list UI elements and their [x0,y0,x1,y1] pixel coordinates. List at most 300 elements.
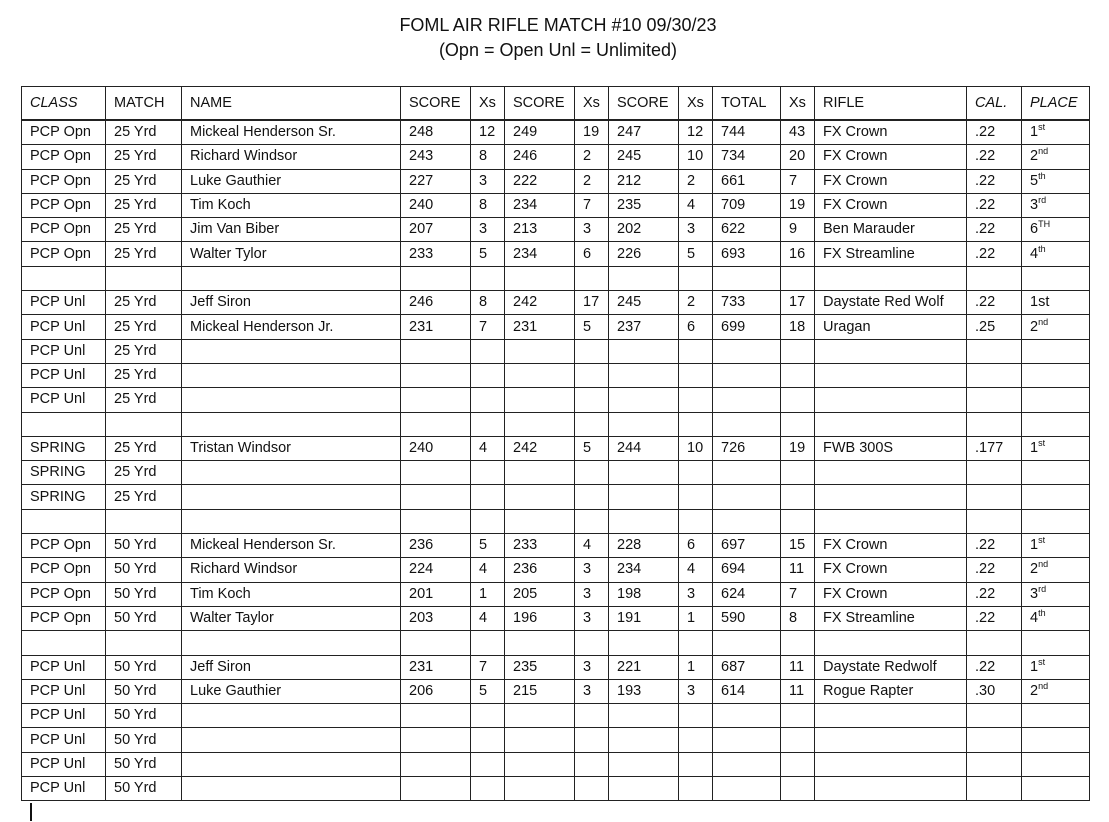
table-cell [182,412,401,436]
table-cell [609,728,679,752]
table-cell: PCP Unl [22,777,106,801]
table-row [22,412,1090,436]
table-cell [505,412,575,436]
table-cell: .22 [967,242,1022,266]
table-cell: Uragan [815,315,967,339]
table-cell: Richard Windsor [182,558,401,582]
table-cell [713,266,781,290]
table-row [22,728,1090,752]
table-cell: 50 Yrd [106,679,182,703]
table-cell: Rogue Rapter [815,679,967,703]
place-cell [1022,242,1090,266]
table-cell: 25 Yrd [106,315,182,339]
table-cell: 247 [609,120,679,145]
table-cell: 25 Yrd [106,461,182,485]
table-cell: 10 [679,436,713,460]
table-row [22,752,1090,776]
place-suffix: st [1038,438,1046,448]
table-cell [609,631,679,655]
table-cell [575,777,609,801]
table-cell: Daystate Red Wolf [815,291,967,315]
table-cell: 50 Yrd [106,655,182,679]
table-cell [609,752,679,776]
table-cell: Tim Koch [182,193,401,217]
table-cell [679,388,713,412]
place-suffix: st [1038,535,1046,546]
table-cell: 5 [471,534,505,558]
table-cell [471,412,505,436]
table-row [22,485,1090,509]
table-cell: 215 [505,679,575,703]
table-cell: Jeff Siron [182,291,401,315]
table-cell [781,509,815,533]
table-cell [575,704,609,728]
place-suffix: th [1038,243,1046,254]
table-cell [471,777,505,801]
table-cell: 3 [575,558,609,582]
table-cell: 221 [609,655,679,679]
place-cell [1022,534,1090,558]
table-cell [401,752,471,776]
table-cell: SPRING [22,461,106,485]
table-cell: 9 [781,218,815,242]
table-cell: 733 [713,291,781,315]
table-cell: 744 [713,120,781,145]
table-cell: .22 [967,606,1022,630]
place-cell [1022,145,1090,169]
place-suffix: nd [1038,316,1049,327]
table-cell: 50 Yrd [106,582,182,606]
table-cell: 5 [575,436,609,460]
table-row [22,461,1090,485]
table-cell [679,509,713,533]
table-cell: 7 [471,655,505,679]
table-cell: 18 [781,315,815,339]
table-cell: .22 [967,291,1022,315]
place-suffix: st [1038,656,1046,667]
table-cell [401,388,471,412]
table-cell: 709 [713,193,781,217]
table-cell: Tim Koch [182,582,401,606]
table-cell: SPRING [22,485,106,509]
place-cell [1022,315,1090,339]
table-cell: 196 [505,606,575,630]
table-cell [106,412,182,436]
place-suffix: nd [1038,559,1049,570]
place-number: 2 [1030,318,1039,335]
place-suffix: rd [1038,583,1047,594]
table-cell: .25 [967,315,1022,339]
table-cell: 3 [679,679,713,703]
table-cell: 191 [609,606,679,630]
table-cell [471,728,505,752]
table-cell: PCP Unl [22,315,106,339]
table-cell: PCP Opn [22,218,106,242]
table-cell: 50 Yrd [106,704,182,728]
place-suffix: th [1038,170,1046,181]
table-cell: 234 [505,193,575,217]
table-cell: 3 [471,218,505,242]
table-cell: FX Crown [815,169,967,193]
table-cell [781,777,815,801]
table-cell: 3 [575,655,609,679]
table-cell [967,339,1022,363]
table-cell: 236 [505,558,575,582]
place-cell [1022,266,1090,290]
table-cell: 2 [679,169,713,193]
table-cell: 50 Yrd [106,606,182,630]
table-cell: Jeff Siron [182,655,401,679]
table-cell: 25 Yrd [106,485,182,509]
table-cell [505,485,575,509]
table-cell [713,412,781,436]
table-cell: 1 [679,655,713,679]
table-cell: .30 [967,679,1022,703]
table-cell: 244 [609,436,679,460]
table-cell [22,509,106,533]
table-cell: PCP Unl [22,752,106,776]
table-cell: .22 [967,534,1022,558]
table-cell: Mickeal Henderson Sr. [182,120,401,145]
table-cell: .22 [967,120,1022,145]
table-cell: 697 [713,534,781,558]
table-cell: 622 [713,218,781,242]
table-cell: 6 [575,242,609,266]
table-cell [713,388,781,412]
table-cell: 4 [471,436,505,460]
table-cell [781,266,815,290]
table-cell: 11 [781,679,815,703]
table-row [22,655,1090,679]
table-cell: 2 [575,145,609,169]
table-cell: Luke Gauthier [182,679,401,703]
table-cell: 50 Yrd [106,534,182,558]
table-cell: 50 Yrd [106,752,182,776]
col-header: PLACE [1022,87,1090,121]
table-cell: FX Streamline [815,606,967,630]
table-cell [713,752,781,776]
table-cell [967,485,1022,509]
table-cell: 212 [609,169,679,193]
place-number: 1 [1030,124,1039,141]
table-cell [182,631,401,655]
table-cell: 19 [575,120,609,145]
table-cell: 590 [713,606,781,630]
place-cell [1022,777,1090,801]
table-cell [575,631,609,655]
table-cell: 25 Yrd [106,436,182,460]
table-cell [967,631,1022,655]
table-cell: PCP Unl [22,679,106,703]
table-cell: .177 [967,436,1022,460]
table-cell [609,777,679,801]
place-cell [1022,193,1090,217]
table-cell [967,704,1022,728]
table-row [22,534,1090,558]
place-cell [1022,631,1090,655]
place-suffix: TH [1038,219,1051,230]
table-cell: 614 [713,679,781,703]
col-header: CAL. [967,87,1022,121]
table-cell: 4 [575,534,609,558]
table-cell: 246 [401,291,471,315]
place-number: 6 [1030,221,1039,238]
table-cell [401,339,471,363]
col-header: CLASS [22,87,106,121]
table-cell: FX Crown [815,120,967,145]
table-cell [471,485,505,509]
table-cell [815,631,967,655]
table-cell [713,461,781,485]
table-cell [609,339,679,363]
table-cell [815,777,967,801]
place-cell [1022,218,1090,242]
table-cell [401,461,471,485]
table-cell: 2 [679,291,713,315]
table-cell: 201 [401,582,471,606]
table-cell: 694 [713,558,781,582]
table-cell: .22 [967,655,1022,679]
table-row [22,266,1090,290]
table-cell [713,631,781,655]
table-cell: 3 [575,679,609,703]
place-cell [1022,339,1090,363]
table-cell [471,704,505,728]
table-cell: FX Crown [815,193,967,217]
table-cell [781,752,815,776]
place-cell [1022,388,1090,412]
place-number: 1st [1030,294,1050,311]
table-cell: .22 [967,582,1022,606]
table-cell: 3 [679,218,713,242]
table-cell [22,631,106,655]
table-cell: 10 [679,145,713,169]
table-cell: 11 [781,558,815,582]
table-cell: 25 Yrd [106,218,182,242]
table-cell: 4 [471,558,505,582]
table-cell: 242 [505,436,575,460]
table-cell [815,509,967,533]
table-cell [505,266,575,290]
table-cell [967,777,1022,801]
table-row [22,291,1090,315]
table-cell: PCP Unl [22,363,106,387]
table-row [22,777,1090,801]
table-cell [471,266,505,290]
place-suffix: nd [1038,146,1049,157]
table-cell [713,509,781,533]
table-cell: 222 [505,169,575,193]
col-header: Xs [471,87,505,121]
place-cell [1022,752,1090,776]
table-cell: 4 [679,558,713,582]
table-cell: Tristan Windsor [182,436,401,460]
table-cell: 235 [505,655,575,679]
table-cell: 245 [609,291,679,315]
table-row [22,631,1090,655]
table-cell [106,266,182,290]
table-cell: FX Crown [815,534,967,558]
table-cell: 3 [575,582,609,606]
place-cell [1022,120,1090,145]
place-cell [1022,412,1090,436]
table-cell: 19 [781,193,815,217]
table-cell: 726 [713,436,781,460]
table-cell: Jim Van Biber [182,218,401,242]
table-cell [505,728,575,752]
table-cell: Luke Gauthier [182,169,401,193]
table-cell: 19 [781,436,815,460]
table-cell [575,339,609,363]
table-cell: PCP Opn [22,242,106,266]
table-cell: PCP Unl [22,655,106,679]
table-cell [679,777,713,801]
place-cell [1022,509,1090,533]
table-cell [609,485,679,509]
table-cell: PCP Opn [22,193,106,217]
table-cell: 17 [781,291,815,315]
table-cell: 198 [609,582,679,606]
table-cell: 193 [609,679,679,703]
table-cell: Richard Windsor [182,145,401,169]
table-cell: 25 Yrd [106,145,182,169]
table-cell: PCP Opn [22,582,106,606]
table-row [22,169,1090,193]
place-number: 1 [1030,658,1039,675]
place-cell [1022,363,1090,387]
table-cell: Mickeal Henderson Jr. [182,315,401,339]
table-cell [815,412,967,436]
place-number: 1 [1030,440,1039,456]
table-cell: 227 [401,169,471,193]
place-number: 1 [1030,537,1039,554]
table-cell [106,631,182,655]
table-cell [182,728,401,752]
table-cell [505,363,575,387]
table-cell: 6 [679,315,713,339]
table-cell [575,461,609,485]
table-cell [575,266,609,290]
col-header: SCORE [505,87,575,121]
table-cell [781,363,815,387]
table-cell: 248 [401,120,471,145]
table-cell [182,266,401,290]
table-cell: 3 [575,606,609,630]
table-cell [713,704,781,728]
table-row [22,704,1090,728]
table-cell: 245 [609,145,679,169]
table-cell: 235 [609,193,679,217]
table-cell [679,266,713,290]
table-cell [575,752,609,776]
table-cell: Walter Tylor [182,242,401,266]
table-cell: 236 [401,534,471,558]
table-cell: PCP Unl [22,388,106,412]
table-cell [967,412,1022,436]
table-cell: PCP Unl [22,339,106,363]
table-cell [505,704,575,728]
table-cell: 43 [781,120,815,145]
table-cell: 237 [609,315,679,339]
table-cell [815,704,967,728]
table-cell: PCP Opn [22,558,106,582]
place-cell [1022,679,1090,703]
table-cell: 25 Yrd [106,120,182,145]
place-cell [1022,582,1090,606]
table-cell [401,777,471,801]
table-row [22,242,1090,266]
table-cell: FWB 300S [815,436,967,460]
table-cell: 7 [781,169,815,193]
table-cell: 240 [401,436,471,460]
table-cell: 240 [401,193,471,217]
table-cell: 3 [471,169,505,193]
table-cell: 226 [609,242,679,266]
table-cell [182,704,401,728]
table-cell: 50 Yrd [106,728,182,752]
table-cell [471,388,505,412]
table-cell [781,388,815,412]
table-cell: 7 [575,193,609,217]
place-suffix: st [1038,122,1046,133]
table-cell [575,485,609,509]
table-cell: 233 [505,534,575,558]
table-cell [815,363,967,387]
document-title: FOML AIR RIFLE MATCH #10 09/30/23 [399,15,717,35]
table-cell [22,266,106,290]
table-cell [505,388,575,412]
table-cell: 206 [401,679,471,703]
table-cell: 15 [781,534,815,558]
table-cell [505,631,575,655]
table-cell [967,509,1022,533]
results-table [21,86,1090,801]
table-cell: 207 [401,218,471,242]
table-row [22,436,1090,460]
table-row [22,339,1090,363]
table-cell [679,339,713,363]
table-cell: 234 [505,242,575,266]
table-cell: Daystate Redwolf [815,655,967,679]
table-cell [575,412,609,436]
place-cell [1022,436,1090,460]
table-cell [967,388,1022,412]
col-header: SCORE [401,87,471,121]
table-cell [401,363,471,387]
table-row [22,193,1090,217]
place-cell [1022,655,1090,679]
table-cell [401,728,471,752]
place-cell [1022,558,1090,582]
table-cell: 3 [575,218,609,242]
table-cell: 205 [505,582,575,606]
table-cell: 699 [713,315,781,339]
table-cell [182,777,401,801]
table-cell: Walter Taylor [182,606,401,630]
table-cell [471,509,505,533]
col-header: NAME [182,87,401,121]
table-row [22,120,1090,145]
table-cell: 7 [781,582,815,606]
table-cell: 12 [679,120,713,145]
table-cell [781,412,815,436]
table-cell [609,509,679,533]
table-cell: 4 [471,606,505,630]
table-cell: .22 [967,145,1022,169]
table-cell: 693 [713,242,781,266]
table-row [22,218,1090,242]
table-cell [781,704,815,728]
